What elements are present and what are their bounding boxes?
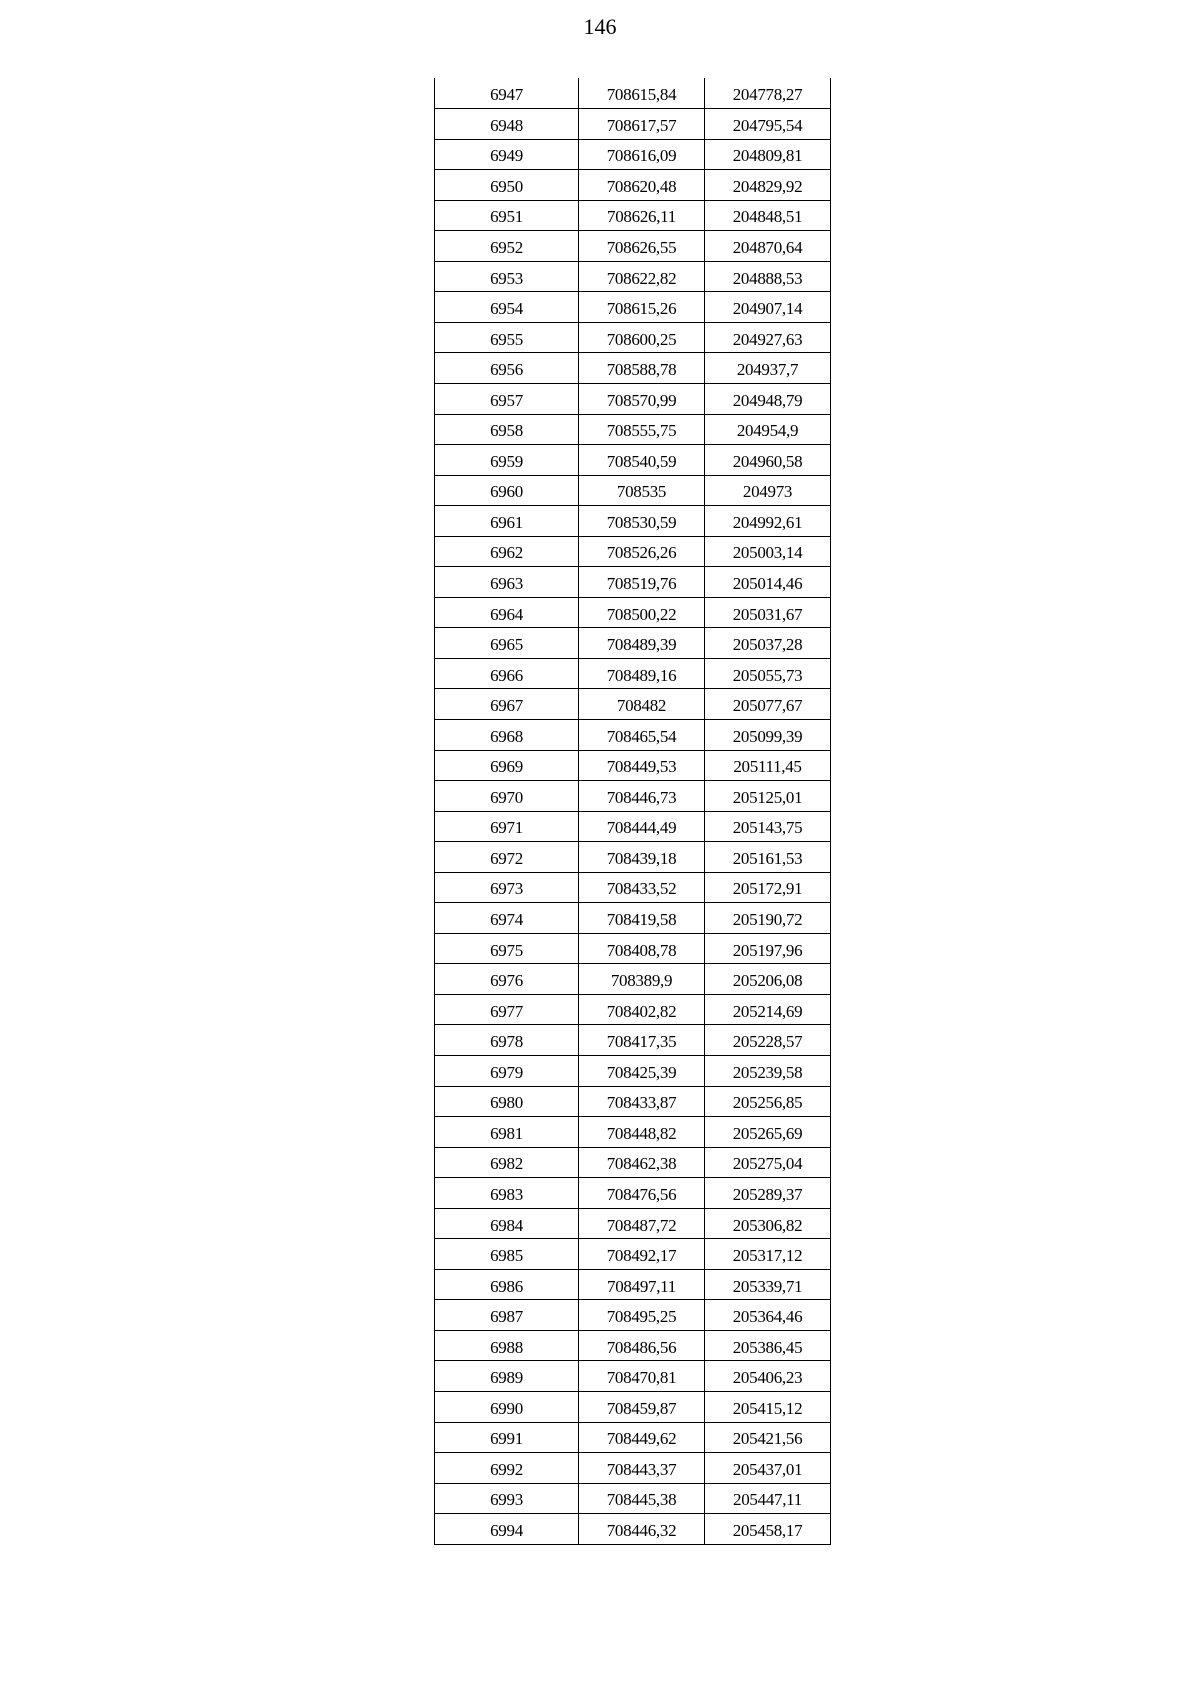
table-row (435, 1392, 831, 1423)
table-row (435, 658, 831, 689)
point-number-cell: 6982 (435, 1147, 579, 1178)
y-coordinate-cell: 205415,12 (705, 1392, 831, 1423)
x-coordinate-cell: 708449,53 (579, 750, 705, 781)
y-coordinate-cell: 205143,75 (705, 811, 831, 842)
y-coordinate-cell: 205172,91 (705, 872, 831, 903)
point-number-cell: 6950 (435, 170, 579, 201)
table-row (435, 1147, 831, 1178)
point-number-cell: 6990 (435, 1392, 579, 1423)
point-number-cell: 6988 (435, 1330, 579, 1361)
x-coordinate-cell: 708443,37 (579, 1453, 705, 1484)
table-row (435, 231, 831, 262)
point-number-cell: 6980 (435, 1086, 579, 1117)
y-coordinate-cell: 205447,11 (705, 1483, 831, 1514)
y-coordinate-cell: 205275,04 (705, 1147, 831, 1178)
point-number-cell: 6978 (435, 1025, 579, 1056)
y-coordinate-cell: 204795,54 (705, 109, 831, 140)
table-row (435, 536, 831, 567)
y-coordinate-cell: 204948,79 (705, 383, 831, 414)
table-row (435, 628, 831, 659)
point-number-cell: 6979 (435, 1056, 579, 1087)
x-coordinate-cell: 708402,82 (579, 994, 705, 1025)
x-coordinate-cell: 708626,11 (579, 200, 705, 231)
table-row (435, 1117, 831, 1148)
x-coordinate-cell: 708433,52 (579, 872, 705, 903)
table-row (435, 1514, 831, 1545)
y-coordinate-cell: 205206,08 (705, 964, 831, 995)
coordinates-table (434, 78, 831, 1545)
y-coordinate-cell: 205458,17 (705, 1514, 831, 1545)
x-coordinate-cell: 708489,16 (579, 658, 705, 689)
table-row (435, 1453, 831, 1484)
table-row (435, 353, 831, 384)
x-coordinate-cell: 708555,75 (579, 414, 705, 445)
table-row (435, 597, 831, 628)
point-number-cell: 6970 (435, 781, 579, 812)
y-coordinate-cell: 205306,82 (705, 1208, 831, 1239)
x-coordinate-cell: 708616,09 (579, 139, 705, 170)
x-coordinate-cell: 708615,26 (579, 292, 705, 323)
table-row (435, 170, 831, 201)
point-number-cell: 6972 (435, 842, 579, 873)
point-number-cell: 6987 (435, 1300, 579, 1331)
y-coordinate-cell: 204848,51 (705, 200, 831, 231)
y-coordinate-cell: 205014,46 (705, 567, 831, 598)
table-row (435, 1422, 831, 1453)
y-coordinate-cell: 204973 (705, 475, 831, 506)
point-number-cell: 6965 (435, 628, 579, 659)
point-number-cell: 6967 (435, 689, 579, 720)
table-row (435, 1330, 831, 1361)
point-number-cell: 6958 (435, 414, 579, 445)
y-coordinate-cell: 205406,23 (705, 1361, 831, 1392)
x-coordinate-cell: 708622,82 (579, 261, 705, 292)
table-row (435, 322, 831, 353)
x-coordinate-cell: 708526,26 (579, 536, 705, 567)
x-coordinate-cell: 708408,78 (579, 933, 705, 964)
table-row (435, 933, 831, 964)
y-coordinate-cell: 205421,56 (705, 1422, 831, 1453)
table-row (435, 109, 831, 140)
x-coordinate-cell: 708570,99 (579, 383, 705, 414)
table-row (435, 811, 831, 842)
y-coordinate-cell: 205055,73 (705, 658, 831, 689)
point-number-cell: 6991 (435, 1422, 579, 1453)
point-number-cell: 6956 (435, 353, 579, 384)
y-coordinate-cell: 205197,96 (705, 933, 831, 964)
x-coordinate-cell: 708425,39 (579, 1056, 705, 1087)
point-number-cell: 6948 (435, 109, 579, 140)
point-number-cell: 6986 (435, 1269, 579, 1300)
y-coordinate-cell: 205077,67 (705, 689, 831, 720)
x-coordinate-cell: 708620,48 (579, 170, 705, 201)
table-row (435, 1178, 831, 1209)
table-row (435, 750, 831, 781)
y-coordinate-cell: 205317,12 (705, 1239, 831, 1270)
x-coordinate-cell: 708446,73 (579, 781, 705, 812)
y-coordinate-cell: 204829,92 (705, 170, 831, 201)
y-coordinate-cell: 205214,69 (705, 994, 831, 1025)
point-number-cell: 6971 (435, 811, 579, 842)
table-row (435, 719, 831, 750)
table-row (435, 1056, 831, 1087)
y-coordinate-cell: 204907,14 (705, 292, 831, 323)
y-coordinate-cell: 204809,81 (705, 139, 831, 170)
table-row (435, 1086, 831, 1117)
point-number-cell: 6966 (435, 658, 579, 689)
table-row (435, 506, 831, 537)
point-number-cell: 6994 (435, 1514, 579, 1545)
x-coordinate-cell: 708519,76 (579, 567, 705, 598)
table-row (435, 383, 831, 414)
table-row (435, 964, 831, 995)
y-coordinate-cell: 204927,63 (705, 322, 831, 353)
page-number: 146 (583, 14, 617, 39)
x-coordinate-cell: 708476,56 (579, 1178, 705, 1209)
table-row (435, 1025, 831, 1056)
coordinates-table-body (435, 78, 831, 1544)
point-number-cell: 6963 (435, 567, 579, 598)
x-coordinate-cell: 708482 (579, 689, 705, 720)
table-row (435, 1269, 831, 1300)
point-number-cell: 6949 (435, 139, 579, 170)
y-coordinate-cell: 204992,61 (705, 506, 831, 537)
x-coordinate-cell: 708433,87 (579, 1086, 705, 1117)
point-number-cell: 6976 (435, 964, 579, 995)
x-coordinate-cell: 708445,38 (579, 1483, 705, 1514)
x-coordinate-cell: 708535 (579, 475, 705, 506)
table-row (435, 842, 831, 873)
table-row (435, 139, 831, 170)
y-coordinate-cell: 205228,57 (705, 1025, 831, 1056)
point-number-cell: 6969 (435, 750, 579, 781)
x-coordinate-cell: 708439,18 (579, 842, 705, 873)
x-coordinate-cell: 708389,9 (579, 964, 705, 995)
point-number-cell: 6962 (435, 536, 579, 567)
x-coordinate-cell: 708492,17 (579, 1239, 705, 1270)
y-coordinate-cell: 205239,58 (705, 1056, 831, 1087)
x-coordinate-cell: 708495,25 (579, 1300, 705, 1331)
table-row (435, 1300, 831, 1331)
y-coordinate-cell: 205003,14 (705, 536, 831, 567)
y-coordinate-cell: 205031,67 (705, 597, 831, 628)
x-coordinate-cell: 708417,35 (579, 1025, 705, 1056)
point-number-cell: 6953 (435, 261, 579, 292)
point-number-cell: 6985 (435, 1239, 579, 1270)
y-coordinate-cell: 205111,45 (705, 750, 831, 781)
x-coordinate-cell: 708497,11 (579, 1269, 705, 1300)
x-coordinate-cell: 708540,59 (579, 445, 705, 476)
y-coordinate-cell: 205386,45 (705, 1330, 831, 1361)
table-row (435, 1208, 831, 1239)
point-number-cell: 6952 (435, 231, 579, 262)
point-number-cell: 6993 (435, 1483, 579, 1514)
y-coordinate-cell: 205437,01 (705, 1453, 831, 1484)
x-coordinate-cell: 708486,56 (579, 1330, 705, 1361)
table-row (435, 689, 831, 720)
x-coordinate-cell: 708459,87 (579, 1392, 705, 1423)
y-coordinate-cell: 205289,37 (705, 1178, 831, 1209)
point-number-cell: 6968 (435, 719, 579, 750)
point-number-cell: 6973 (435, 872, 579, 903)
x-coordinate-cell: 708446,32 (579, 1514, 705, 1545)
table-row (435, 414, 831, 445)
table-row (435, 903, 831, 934)
y-coordinate-cell: 204954,9 (705, 414, 831, 445)
table-row (435, 781, 831, 812)
y-coordinate-cell: 204870,64 (705, 231, 831, 262)
y-coordinate-cell: 204778,27 (705, 78, 831, 109)
table-row (435, 567, 831, 598)
x-coordinate-cell: 708626,55 (579, 231, 705, 262)
y-coordinate-cell: 205125,01 (705, 781, 831, 812)
point-number-cell: 6960 (435, 475, 579, 506)
table-row (435, 872, 831, 903)
point-number-cell: 6951 (435, 200, 579, 231)
x-coordinate-cell: 708465,54 (579, 719, 705, 750)
point-number-cell: 6947 (435, 78, 579, 109)
point-number-cell: 6975 (435, 933, 579, 964)
y-coordinate-cell: 205037,28 (705, 628, 831, 659)
table-row (435, 445, 831, 476)
x-coordinate-cell: 708462,38 (579, 1147, 705, 1178)
x-coordinate-cell: 708588,78 (579, 353, 705, 384)
table-row (435, 261, 831, 292)
y-coordinate-cell: 204937,7 (705, 353, 831, 384)
x-coordinate-cell: 708500,22 (579, 597, 705, 628)
point-number-cell: 6964 (435, 597, 579, 628)
table-row (435, 1361, 831, 1392)
x-coordinate-cell: 708615,84 (579, 78, 705, 109)
y-coordinate-cell: 205339,71 (705, 1269, 831, 1300)
y-coordinate-cell: 205364,46 (705, 1300, 831, 1331)
point-number-cell: 6974 (435, 903, 579, 934)
x-coordinate-cell: 708600,25 (579, 322, 705, 353)
y-coordinate-cell: 204888,53 (705, 261, 831, 292)
table-row (435, 78, 831, 109)
table-row (435, 292, 831, 323)
x-coordinate-cell: 708419,58 (579, 903, 705, 934)
y-coordinate-cell: 205265,69 (705, 1117, 831, 1148)
point-number-cell: 6959 (435, 445, 579, 476)
point-number-cell: 6984 (435, 1208, 579, 1239)
point-number-cell: 6989 (435, 1361, 579, 1392)
table-row (435, 200, 831, 231)
x-coordinate-cell: 708444,49 (579, 811, 705, 842)
x-coordinate-cell: 708487,72 (579, 1208, 705, 1239)
x-coordinate-cell: 708530,59 (579, 506, 705, 537)
y-coordinate-cell: 205190,72 (705, 903, 831, 934)
x-coordinate-cell: 708470,81 (579, 1361, 705, 1392)
y-coordinate-cell: 205099,39 (705, 719, 831, 750)
table-row (435, 994, 831, 1025)
point-number-cell: 6957 (435, 383, 579, 414)
table-row (435, 1239, 831, 1270)
point-number-cell: 6977 (435, 994, 579, 1025)
x-coordinate-cell: 708448,82 (579, 1117, 705, 1148)
point-number-cell: 6961 (435, 506, 579, 537)
y-coordinate-cell: 205256,85 (705, 1086, 831, 1117)
point-number-cell: 6983 (435, 1178, 579, 1209)
point-number-cell: 6992 (435, 1453, 579, 1484)
point-number-cell: 6955 (435, 322, 579, 353)
table-row (435, 1483, 831, 1514)
x-coordinate-cell: 708489,39 (579, 628, 705, 659)
x-coordinate-cell: 708449,62 (579, 1422, 705, 1453)
table-row (435, 475, 831, 506)
x-coordinate-cell: 708617,57 (579, 109, 705, 140)
point-number-cell: 6954 (435, 292, 579, 323)
y-coordinate-cell: 204960,58 (705, 445, 831, 476)
y-coordinate-cell: 205161,53 (705, 842, 831, 873)
point-number-cell: 6981 (435, 1117, 579, 1148)
